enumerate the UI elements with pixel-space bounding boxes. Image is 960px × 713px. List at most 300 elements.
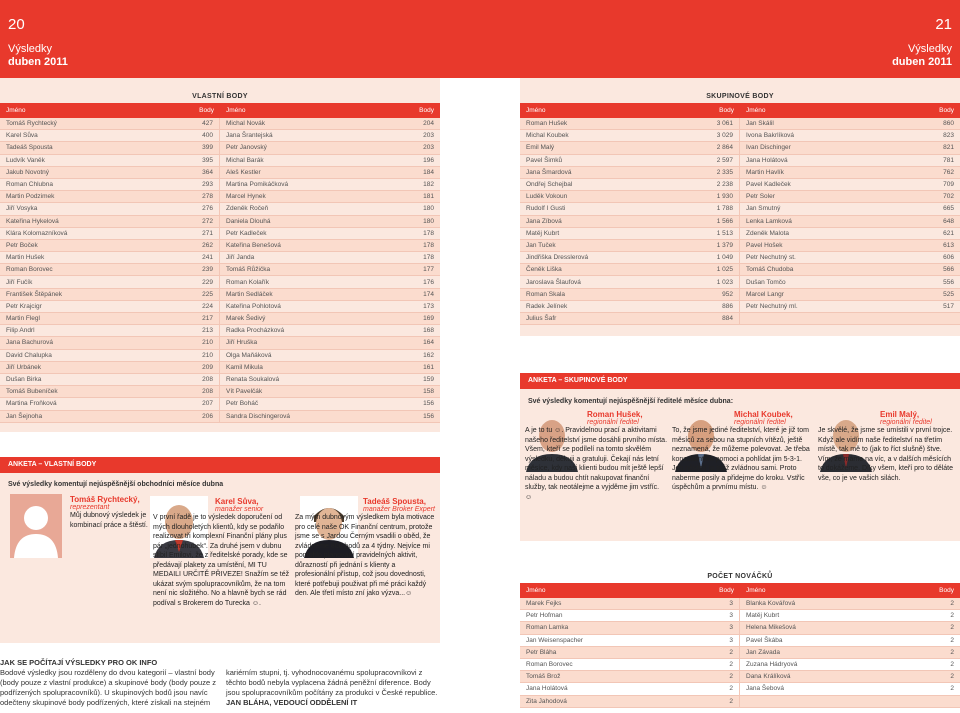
table-row — [520, 659, 960, 671]
points-value: 762 — [943, 168, 954, 176]
points-value: 204 — [423, 120, 434, 128]
table-cell — [740, 683, 960, 694]
person-name: Tomáš Růžička — [226, 266, 271, 274]
person-name: Filip Andrl — [6, 327, 35, 335]
person-name: Dana Králíková — [746, 673, 791, 681]
person-name: Roman Kolařík — [226, 278, 269, 286]
table-cell — [0, 374, 220, 385]
person-name: Radek Jelínek — [526, 302, 568, 310]
person-name: Tomáš Chudoba — [746, 266, 794, 274]
column-name-header: Jméno — [526, 107, 546, 114]
person-name: Petr Boček — [6, 241, 38, 249]
points-value: 181 — [423, 193, 434, 201]
table-cell — [740, 142, 960, 153]
person-name: David Chalupka — [6, 351, 52, 359]
table-cell — [740, 191, 960, 202]
table-cell — [0, 130, 220, 141]
person-name: Martin Hušek — [6, 254, 45, 262]
table-cell — [520, 155, 740, 166]
person-name: Marek Šedivý — [226, 315, 266, 323]
table-row — [0, 289, 440, 301]
person-name: Martin Podzimek — [6, 193, 55, 201]
table-cell — [220, 411, 440, 422]
table-cell — [220, 289, 440, 300]
points-value: 2 — [950, 624, 954, 632]
person-name: Jana Zíbová — [526, 217, 562, 225]
table-cell — [520, 167, 740, 178]
person-name: Pavel Kadleček — [746, 181, 791, 189]
table-cell — [520, 216, 740, 227]
person-name: Pavel Škába — [746, 636, 783, 644]
points-value: 395 — [202, 156, 213, 164]
skupinove-body-table — [520, 103, 960, 325]
table-cell — [740, 179, 960, 190]
points-value: 606 — [943, 254, 954, 262]
maly-comment: Emil Malý, regionální ředitel Je skvělé, že jsme se umístili v první trojce. Když ale vidím naše ředitelství na třetím místě, tak mě to (jak to říct slušně) štve. Vím, že máme na víc, a v dalších měsících to dokážeme. Díky všem, kteří pro to děláte vše, co je ve vašich silách. — [818, 410, 954, 482]
person-name: Luděk Vokoun — [526, 193, 568, 201]
table-cell — [220, 398, 440, 409]
column-points-header: Body — [939, 107, 954, 114]
table-cell — [520, 203, 740, 214]
person-name: Zita Jahodová — [526, 697, 567, 705]
points-value: 1 513 — [716, 229, 733, 237]
anketa-vlastni-bar: ANKETA – VLASTNÍ BODY — [0, 457, 440, 473]
table-cell — [0, 118, 220, 129]
table-cell — [0, 216, 220, 227]
person-name: Jana Holátová — [746, 156, 788, 164]
table-cell — [740, 598, 960, 609]
person-name: Jan Závada — [746, 648, 780, 656]
points-value: 213 — [202, 327, 213, 335]
person-name: Roman Borovec — [6, 266, 53, 274]
person-name: Pavel Šimků — [526, 156, 563, 164]
points-value: 2 — [729, 697, 733, 705]
person-name: Ivona Bakrlíková — [746, 132, 795, 140]
person-name: František Štěpánek — [6, 290, 63, 298]
person-name: Roman Lamka — [526, 624, 569, 632]
table-row — [520, 142, 960, 154]
person-name: Karel Sůva — [6, 132, 38, 140]
table-row — [520, 683, 960, 695]
anketa-skupinove-question: Své výsledky komentují nejúspěšnější ředitelé měsíce dubna: — [528, 398, 734, 405]
person-name: Čeněk Liška — [526, 266, 562, 274]
points-value: 821 — [943, 144, 954, 152]
points-value: 271 — [202, 229, 213, 237]
person-name: Petr Bláha — [526, 648, 557, 656]
vlastni-body-title: VLASTNÍ BODY — [192, 93, 248, 100]
koubek-comment: Michal Koubek, regionální ředitel To, že jsme jediné ředitelství, které je již tom měsíců za sebou na stupních vítězů, ještě neznamená, že můžeme polevovat. Je třeba konzultantům pomoci a pohlídat jim 5-3-1. Jen někteří to totiž zvládnou sami. Proto naberme posily a přidejme do kroku. Vstříc úspěchům a prvnímu místu. ☺ — [672, 410, 810, 491]
table-row — [0, 411, 440, 423]
table-cell — [520, 179, 740, 190]
portrait-placeholder — [10, 494, 62, 558]
table-row — [0, 313, 440, 325]
points-value: 2 — [950, 661, 954, 669]
person-name: Petr Soler — [746, 193, 775, 201]
table-row — [520, 598, 960, 610]
table-cell — [740, 622, 960, 633]
table-header — [520, 103, 960, 118]
points-value: 1 566 — [716, 217, 733, 225]
table-row — [0, 398, 440, 410]
table-cell — [220, 301, 440, 312]
table-row — [0, 216, 440, 228]
points-value: 173 — [423, 302, 434, 310]
table-cell — [0, 289, 220, 300]
points-value: 224 — [202, 302, 213, 310]
person-name: Jan Skálil — [746, 120, 774, 128]
points-value: 203 — [423, 132, 434, 140]
person-name: Tomáš Bubeníček — [6, 388, 58, 396]
table-cell — [0, 228, 220, 239]
person-name: Radka Procházková — [226, 327, 285, 335]
column-name-header: Jméno — [226, 107, 246, 114]
points-value: 709 — [943, 181, 954, 189]
points-value: 1 049 — [716, 254, 733, 262]
person-name: Jana Holátová — [526, 685, 568, 693]
table-cell — [220, 337, 440, 348]
table-cell — [740, 635, 960, 646]
table-row — [0, 374, 440, 386]
person-name: Kateřina Hykelová — [6, 217, 59, 225]
person-name: Zdeněk Ročeň — [226, 205, 269, 213]
table-cell — [520, 647, 740, 658]
column-points-header: Body — [719, 107, 734, 114]
table-cell — [520, 289, 740, 300]
table-cell — [520, 264, 740, 275]
skupinove-body-title: SKUPINOVÉ BODY — [706, 93, 774, 100]
table-cell — [740, 167, 960, 178]
points-value: 2 — [950, 612, 954, 620]
table-header-cell — [0, 103, 220, 118]
person-name: Marcel Hynek — [226, 193, 266, 201]
points-value: 159 — [423, 376, 434, 384]
points-value: 665 — [943, 205, 954, 213]
table-cell — [520, 118, 740, 129]
points-value: 293 — [202, 181, 213, 189]
person-silhouette-icon — [10, 494, 62, 558]
table-cell — [0, 240, 220, 251]
points-value: 161 — [423, 363, 434, 371]
table-cell — [220, 203, 440, 214]
person-name: Kamil Mikula — [226, 363, 263, 371]
points-value: 2 — [950, 673, 954, 681]
points-value: 2 864 — [716, 144, 733, 152]
person-name: Matěj Kubrt — [526, 229, 560, 237]
column-points-header: Body — [939, 587, 954, 594]
table-cell — [740, 155, 960, 166]
person-name: Sandra Dischingerová — [226, 412, 290, 420]
person-name: Roman Chlubna — [6, 181, 53, 189]
table-cell — [0, 350, 220, 361]
table-row — [0, 130, 440, 142]
table-cell — [0, 362, 220, 373]
table-cell — [740, 313, 960, 324]
table-cell — [0, 179, 220, 190]
person-name: Lenka Lamková — [746, 217, 792, 225]
table-cell — [220, 350, 440, 361]
points-value: 239 — [202, 266, 213, 274]
pocet-novacku-title: POČET NOVÁČKŮ — [707, 573, 773, 580]
explanation-text-1: Bodové výsledky jsou rozděleny do dvou kategorií – vlastní body (body pouze z vlastní produkce) a skupinové body (body pouze z podřízených spolupracovníků). U skupinových bodů jsou navíc odečteny skupinové body podřízených, které získali na stejném — [0, 668, 216, 707]
table-cell — [0, 155, 220, 166]
section-title: Výsledky — [907, 43, 952, 55]
points-value: 178 — [423, 254, 434, 262]
table-cell — [0, 203, 220, 214]
person-name: Jiří Fučík — [6, 278, 33, 286]
table-cell — [0, 276, 220, 287]
table-cell — [0, 191, 220, 202]
points-value: 400 — [202, 132, 213, 140]
table-cell — [220, 325, 440, 336]
points-value: 2 238 — [716, 181, 733, 189]
points-value: 2 597 — [716, 156, 733, 164]
points-value: 184 — [423, 168, 434, 176]
left-page-header — [0, 0, 480, 78]
person-name: Tomáš Brož — [526, 673, 561, 681]
points-value: 162 — [423, 351, 434, 359]
table-cell — [520, 142, 740, 153]
table-cell — [520, 276, 740, 287]
points-value: 886 — [722, 302, 733, 310]
points-value: 176 — [423, 278, 434, 286]
points-value: 2 335 — [716, 168, 733, 176]
points-value: 178 — [423, 229, 434, 237]
column-name-header: Jméno — [746, 587, 766, 594]
table-cell — [220, 386, 440, 397]
table-cell — [220, 240, 440, 251]
person-name: Marcel Langr — [746, 290, 784, 298]
points-value: 276 — [202, 205, 213, 213]
table-row — [0, 240, 440, 252]
table-cell — [520, 301, 740, 312]
points-value: 225 — [202, 290, 213, 298]
person-name: Jakub Novotný — [6, 168, 49, 176]
points-value: 210 — [202, 351, 213, 359]
table-cell — [220, 118, 440, 129]
column-name-header: Jméno — [746, 107, 766, 114]
table-row — [0, 337, 440, 349]
points-value: 525 — [943, 290, 954, 298]
table-cell — [520, 671, 740, 682]
table-cell — [740, 130, 960, 141]
table-cell — [520, 240, 740, 251]
person-name: Renata Soukalová — [226, 376, 280, 384]
table-row — [0, 252, 440, 264]
table-cell — [0, 252, 220, 263]
person-name: Aleš Kestler — [226, 168, 261, 176]
points-value: 781 — [943, 156, 954, 164]
explanation-signature: JAN BLÁHA, VEDOUCÍ ODDĚLENÍ IT — [226, 698, 358, 707]
person-name: Pavel Hošek — [746, 241, 783, 249]
person-name: Kateřina Benešová — [226, 241, 281, 249]
table-cell — [220, 191, 440, 202]
explanation-text-2: kariérním stupni, tj. vyhodnocovanému spolupracovníkovi z těchto bodů nebyla vyplacena žádná peněžní diference. Body jsou spolupracovníkům počítány za produkci v České republice. — [226, 668, 438, 697]
points-value: 208 — [202, 376, 213, 384]
anketa-skupinove-bar: ANKETA – SKUPINOVÉ BODY — [520, 373, 960, 389]
person-name: Tomáš Rychtecký — [6, 120, 57, 128]
points-value: 2 — [729, 661, 733, 669]
points-value: 208 — [202, 388, 213, 396]
points-value: 1 025 — [716, 266, 733, 274]
points-value: 427 — [202, 120, 213, 128]
table-cell — [740, 647, 960, 658]
results-explanation-cont — [226, 668, 440, 708]
table-cell — [220, 264, 440, 275]
person-name: Martin Havlík — [746, 168, 784, 176]
table-row — [520, 313, 960, 325]
person-name: Michal Koubek — [526, 132, 569, 140]
table-cell — [740, 696, 960, 707]
person-name: Jiří Hruška — [226, 339, 258, 347]
points-value: 2 — [950, 648, 954, 656]
table-cell — [520, 622, 740, 633]
points-value: 168 — [423, 327, 434, 335]
table-header-cell — [520, 583, 740, 598]
person-name: Roman Borovec — [526, 661, 573, 669]
person-name: Petr Nechutný ml. — [746, 302, 798, 310]
column-name-header: Jméno — [6, 107, 26, 114]
table-cell — [520, 228, 740, 239]
table-cell — [740, 289, 960, 300]
table-cell — [0, 142, 220, 153]
column-points-header: Body — [719, 587, 734, 594]
points-value: 177 — [423, 266, 434, 274]
person-name: Marek Fejks — [526, 600, 562, 608]
person-name: Tadeáš Spousta — [6, 144, 53, 152]
person-name: Ondřej Schejbal — [526, 181, 573, 189]
points-value: 180 — [423, 205, 434, 213]
points-value: 2 — [950, 685, 954, 693]
points-value: 209 — [202, 363, 213, 371]
issue-date: duben 2011 — [892, 56, 952, 68]
table-cell — [740, 671, 960, 682]
points-value: 3 — [729, 624, 733, 632]
table-header-cell — [220, 103, 440, 118]
person-name: Martina Pomikáčková — [226, 181, 289, 189]
table-cell — [220, 362, 440, 373]
suva-comment: Karel Sůva, manažer senior V první řadě je to výsledek doporučení od mých dlouholetých klientů, kdy se podařilo realizovat tři komplexní Finanční plány plus pár „jednohubek“. Za druhé jsem v dubnu slíbil Emilovi, že z ředitelské porady, kde se předávají plakety za umístění, MI TU MEDAILI URČITĚ PŘIVEZE! Snažím se též ukázat svým spolupracovníkům, že na tom není nic složitého. No a hlavně bych se rád podíval s Brokerem do Turecka ☺. — [153, 497, 290, 607]
column-name-header: Jméno — [526, 587, 546, 594]
table-row — [520, 635, 960, 647]
points-value: 2 — [950, 636, 954, 644]
table-row — [0, 179, 440, 191]
points-value: 364 — [202, 168, 213, 176]
points-value: 702 — [943, 193, 954, 201]
table-row — [0, 203, 440, 215]
person-name: Dušan Tomčo — [746, 278, 786, 286]
page-number: 21 — [935, 16, 952, 33]
table-row — [0, 386, 440, 398]
points-value: 278 — [202, 193, 213, 201]
table-row — [520, 264, 960, 276]
table-row — [0, 228, 440, 240]
points-value: 206 — [202, 412, 213, 420]
person-name: Helena Mikešová — [746, 624, 796, 632]
page-number: 20 — [8, 16, 25, 33]
table-row — [520, 130, 960, 142]
table-row — [520, 610, 960, 622]
points-value: 860 — [943, 120, 954, 128]
table-cell — [740, 203, 960, 214]
person-name: Petr Janovský — [226, 144, 267, 152]
person-name: Roman Hušek — [526, 120, 568, 128]
table-row — [520, 252, 960, 264]
person-name: Matěj Kubrt — [746, 612, 780, 620]
person-name: Zuzana Hádryová — [746, 661, 798, 669]
person-name: Petr Nechutný st. — [746, 254, 796, 262]
anketa-vlastni-question: Své výsledky komentují nejúspěšnější obchodníci měsíce dubna — [8, 481, 224, 488]
table-cell — [0, 313, 220, 324]
points-value: 3 — [729, 600, 733, 608]
person-name: Jan Smutný — [746, 205, 781, 213]
table-cell — [0, 167, 220, 178]
person-name: Jiří Janda — [226, 254, 255, 262]
table-cell — [740, 228, 960, 239]
table-row — [520, 301, 960, 313]
points-value: 241 — [202, 254, 213, 262]
points-value: 229 — [202, 278, 213, 286]
section-title: Výsledky — [8, 43, 53, 55]
table-row — [0, 325, 440, 337]
table-cell — [220, 228, 440, 239]
points-value: 262 — [202, 241, 213, 249]
table-row — [520, 118, 960, 130]
points-value: 156 — [423, 412, 434, 420]
table-row — [520, 203, 960, 215]
person-name: Jindřiška Dresslerová — [526, 254, 589, 262]
points-value: 156 — [423, 400, 434, 408]
table-cell — [0, 325, 220, 336]
table-row — [520, 167, 960, 179]
table-row — [520, 276, 960, 288]
person-name: Jaroslava Šlaufová — [526, 278, 581, 286]
rychtecky-comment: Tomáš Rychtecký, reprezentant Můj dubnový výsledek je kombinací práce a štěstí. — [70, 495, 148, 529]
table-cell — [740, 118, 960, 129]
table-row — [520, 289, 960, 301]
person-name: Blanka Kovářová — [746, 600, 796, 608]
husek-comment: Roman Hušek, regionální ředitel A je to tu ☺. Pravidelnou prací a aktivitami našeho ředitelství jsme dosáhli prvního místa. Všem, kteří se podílelí na tomto skvělém výsledku, děkuji a gratuluji. Čekají nás letní měsíce, kdy naši klienti budou mít ještě lepší náladu a budou chtít nakupovat finanční služby, tak neotálejme a vyjděme jim vstříc. ☺ — [525, 410, 668, 501]
vlastni-body-table — [0, 103, 440, 423]
person-name: Julius Šafr — [526, 315, 557, 323]
table-row — [520, 240, 960, 252]
spousta-comment: Tadeáš Spousta, manažer Broker Expert Za mým dubnovým výsledkem byla motivace pro celé naše OK Finanční centrum, protože jsme se s Jardou Černým vsadili o oběd, že zvládneme 800 bodů za 4 týdny. Nejvíce mi pomohlo plánování pravidelných aktivit, důrazností při jednání s klienty a profesionální přístup, což jsou dovednosti, které potřebuji použivat při mé práci každý den. Ale třetí místo zní jako výzva...☺ — [295, 497, 435, 597]
person-name: Jiří Urbánek — [6, 363, 42, 371]
points-value: 196 — [423, 156, 434, 164]
table-cell — [520, 191, 740, 202]
table-cell — [520, 610, 740, 621]
person-name: Martin Flegl — [6, 315, 40, 323]
points-value: 823 — [943, 132, 954, 140]
person-name: Dušan Birka — [6, 376, 42, 384]
person-name: Petr Boháč — [226, 400, 259, 408]
column-points-header: Body — [199, 107, 214, 114]
points-value: 613 — [943, 241, 954, 249]
points-value: 556 — [943, 278, 954, 286]
table-cell — [740, 301, 960, 312]
results-explanation — [0, 658, 220, 708]
points-value: 621 — [943, 229, 954, 237]
points-value: 3 029 — [716, 132, 733, 140]
table-cell — [520, 598, 740, 609]
person-name: Jana Šmardová — [526, 168, 572, 176]
person-name: Petr Krajcigr — [6, 302, 42, 310]
table-cell — [740, 659, 960, 670]
points-value: 884 — [722, 315, 733, 323]
person-name: Olga Maňáková — [226, 351, 272, 359]
table-row — [0, 301, 440, 313]
table-row — [0, 362, 440, 374]
table-row — [0, 191, 440, 203]
